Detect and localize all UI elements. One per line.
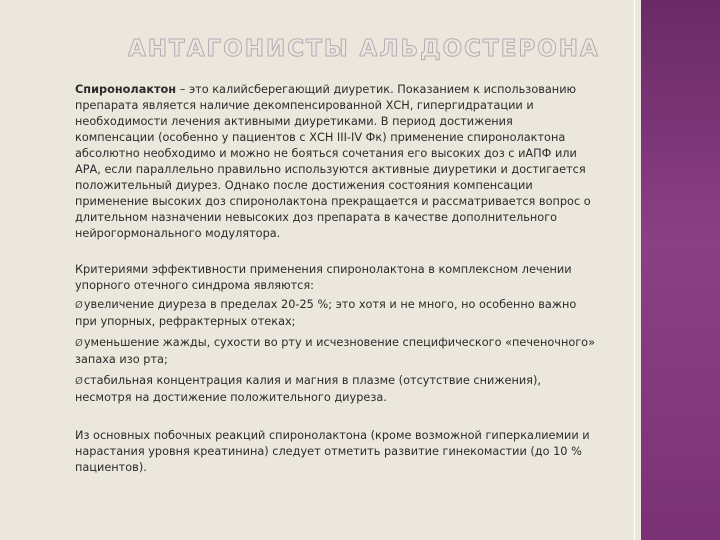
intro-text: – это калийсберегающий диуретик. Показанием к использованию препарата является наличие декомпенсированной ХСН, гипергидратации и необходимости лечения активными диуретиками. В период достижения компенсации (особенно у пациентов с ХСН III-IV Фк) применение спиронолактона абсолютно необходимо и можно не бояться сочетания его высоких доз с иАПФ или АРА, если параллельно правильно используются активные диуретики и достигается положительный диурез. Однако после достижения состояния компенсации применение высоких доз спиронолактона прекращается и рассматривается вопрос о длительном назначении невысоких доз препарата в качестве дополнительного нейрогормонального модулятора.	[75, 83, 591, 240]
side-effects-paragraph: Из основных побочных реакций спиронолактона (кроме возможной гиперкалиемии и нарастания уровня креатинина) следует отметить развитие гинекомастии (до 10 % пациентов).	[75, 429, 590, 474]
slide-content	[75, 82, 595, 476]
arrow-bullet-icon: Ø	[75, 338, 83, 349]
decorative-sidebar	[641, 0, 720, 540]
bullet-text: уменьшение жажды, сухости во рту и исчезновение специфического «печеночного» запаха изо рта;	[75, 336, 596, 366]
bullet-text: увеличение диуреза в пределах 20-25 %; это хотя и не много, но особенно важно при упорных, рефрактерных отеках;	[75, 298, 577, 328]
list-item	[75, 373, 595, 406]
criteria-intro: Критериями эффективности применения спиронолактона в комплексном лечении упорного отечного синдрома являются:	[75, 263, 572, 292]
arrow-bullet-icon: Ø	[75, 376, 83, 387]
list-item	[75, 335, 595, 368]
list-item	[75, 297, 595, 330]
arrow-bullet-icon: Ø	[75, 300, 83, 311]
bullet-text: стабильная концентрация калия и магния в плазме (отсутствие снижения), несмотря на достижение положительного диуреза.	[75, 374, 541, 404]
slide-title: АНТАГОНИСТЫ АЛЬДОСТЕРОНА	[128, 36, 600, 62]
sidebar-divider	[634, 0, 635, 540]
intro-paragraph	[75, 82, 595, 242]
intro-term: Спиронолактон	[75, 83, 177, 96]
